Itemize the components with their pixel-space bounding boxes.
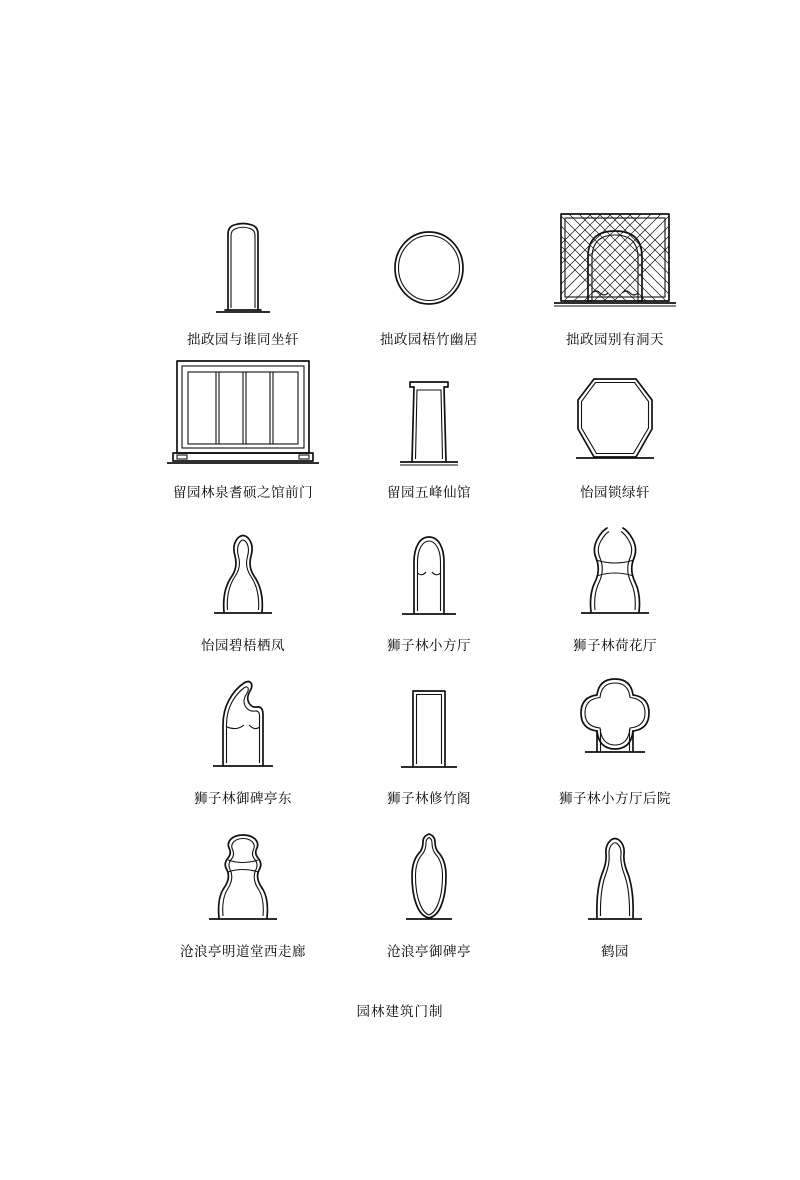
figure-caption: 沧浪亭明道堂西走廊	[180, 943, 306, 959]
figure-caption: 拙政园梧竹幽居	[380, 331, 478, 347]
door-shape-circle-moon-gate-icon	[336, 195, 522, 322]
figure-item	[150, 195, 336, 348]
figure-caption: 拙政园别有洞天	[566, 331, 664, 347]
figure-item	[336, 807, 522, 960]
figure-item	[336, 348, 522, 501]
figure-item	[336, 195, 522, 348]
figure-item	[522, 195, 708, 348]
figure-caption: 怡园碧梧栖凤	[201, 637, 285, 653]
figure-item	[150, 807, 336, 960]
figure-item	[150, 348, 336, 501]
figure-item	[150, 501, 336, 654]
figure-caption: 沧浪亭御碑亭	[387, 943, 471, 959]
figure-item	[522, 501, 708, 654]
figure-caption: 狮子林小方厅后院	[559, 790, 671, 806]
figure-item	[522, 807, 708, 960]
door-shape-plain-rect-door-icon	[336, 654, 522, 781]
figure-caption: 狮子林御碑亭东	[194, 790, 292, 806]
figure-caption: 狮子林荷花厅	[573, 637, 657, 653]
door-shape-arch-in-lattice-frame-icon	[522, 195, 708, 322]
figure-caption: 拙政园与谁同坐轩	[187, 331, 299, 347]
figure-item	[336, 654, 522, 807]
figure-item	[522, 654, 708, 807]
door-shape-gourd-door-icon	[336, 807, 522, 934]
door-shape-octagon-gate-icon	[522, 348, 708, 475]
door-shape-wavy-top-door-icon	[336, 501, 522, 628]
figure-caption: 鹤园	[601, 943, 629, 959]
figure-item	[150, 654, 336, 807]
door-shape-cloud-scroll-door-icon	[150, 654, 336, 781]
figure-caption: 留园林泉耆硕之馆前门	[173, 484, 313, 500]
door-shape-lobed-vase-door-icon	[150, 807, 336, 934]
figure-caption: 狮子林修竹阁	[387, 790, 471, 806]
figure-item	[336, 501, 522, 654]
door-shape-flat-top-tapered-door-icon	[336, 348, 522, 475]
figure-caption: 留园五峰仙馆	[387, 484, 471, 500]
figure-caption: 怡园锁绿轩	[580, 484, 650, 500]
door-shape-bell-shaped-door-icon	[522, 807, 708, 934]
figure-item	[522, 348, 708, 501]
figure-title: 园林建筑门制	[356, 1004, 444, 1019]
door-shape-vase-waisted-door-icon	[150, 501, 336, 628]
door-shape-rounded-rect-door-icon	[150, 195, 336, 322]
door-shape-double-curve-vase-door-icon	[522, 501, 708, 628]
door-shape-wide-panel-doorway-icon	[150, 348, 336, 475]
figure-caption: 狮子林小方厅	[387, 637, 471, 653]
door-shape-grid	[150, 195, 710, 960]
door-shape-quatrefoil-gate-icon	[522, 654, 708, 781]
